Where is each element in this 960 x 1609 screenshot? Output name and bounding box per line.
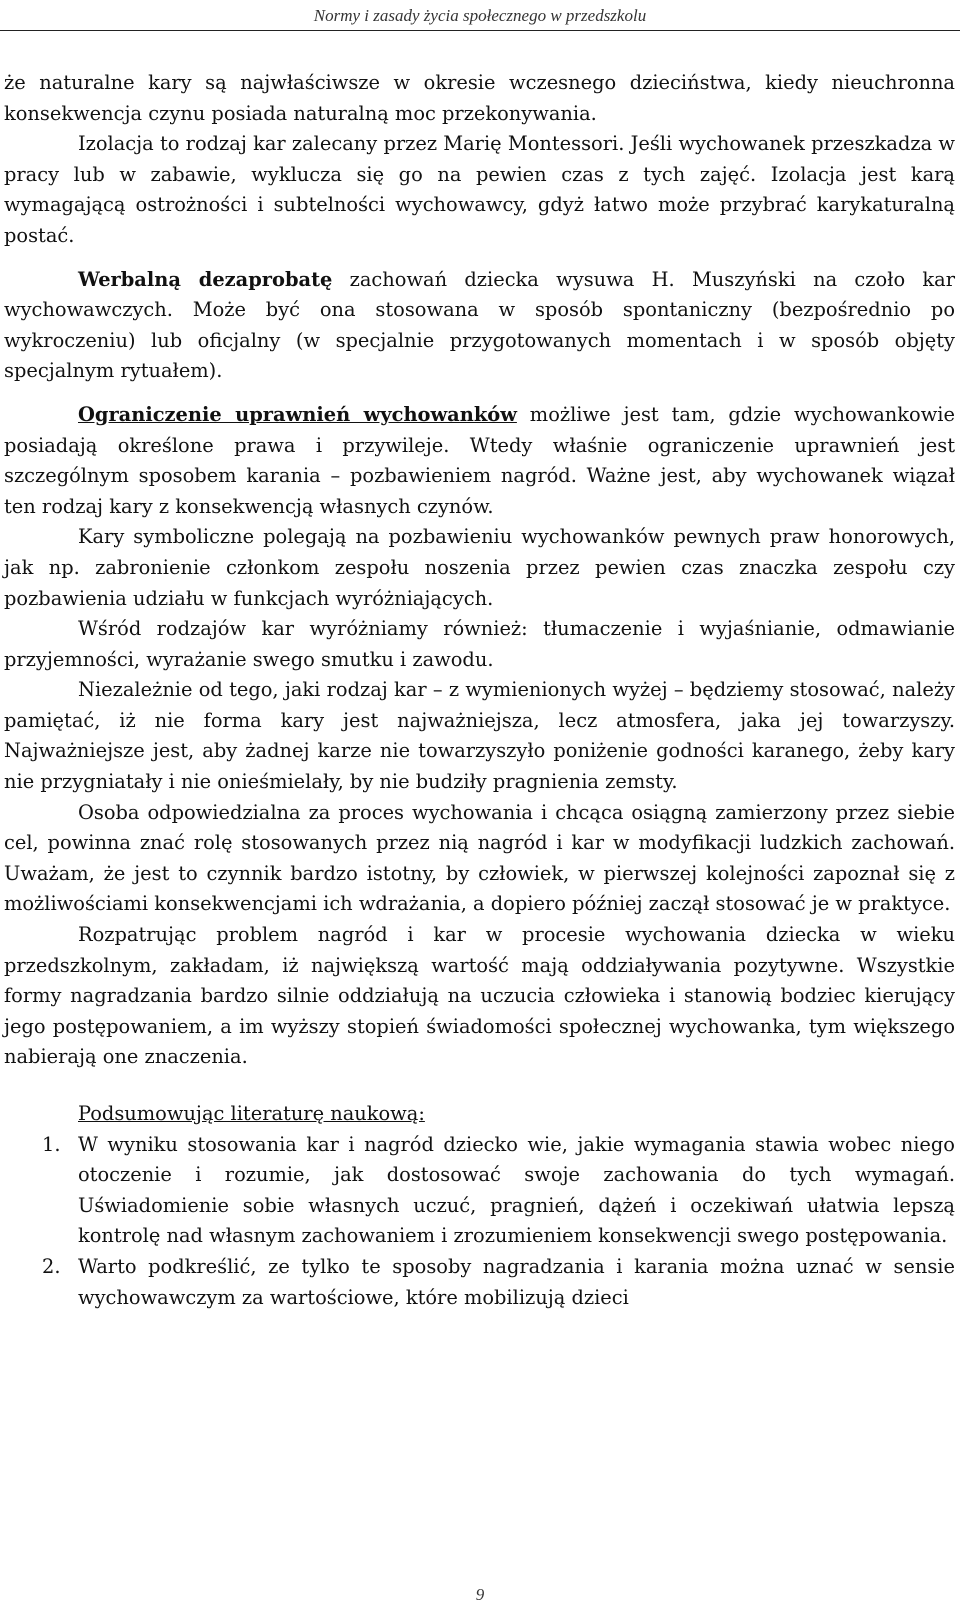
paragraph-symbolic-punishments: Kary symboliczne polegają na pozbawieniu wychowanków pewnych praw honorowych, jak np. zabronienie członkom zespołu noszenia przez pewien czas znaczka zespołu czy pozbawienia udziału w funkcjach wyróżniających. [4, 525, 955, 610]
summary-list [4, 1130, 955, 1314]
page-number: 9 [475, 1585, 485, 1604]
document-body [4, 68, 955, 1313]
summary-heading: Podsumowując literaturę naukową: [78, 1102, 425, 1125]
running-title: Normy i zasady życia społecznego w przedszkolu [313, 6, 647, 25]
list-item-number: 1. [42, 1132, 61, 1156]
paragraph-preschool-age: Rozpatrując problem nagród i kar w procesie wychowania dziecka w wieku przedszkolnym, zakładam, iż największą wartość mają oddziaływania pozytywne. Wszystkie formy nagradzania bardzo silnie oddziałują na uczucia człowieka i stanowią bodziec kierujący jego postępowaniem, a im wyższy stopień świadomości społecznej wychowanka, tym większego nabierają one znaczenia. [4, 923, 955, 1069]
paragraph-atmosphere: Niezależnie od tego, jaki rodzaj kar – z wymienionych wyżej – będziemy stosować, należy pamiętać, iż nie forma kary jest najważniejsza, lecz atmosfera, jaka jej towarzyszy. Najważniejsze jest, aby żadnej karze nie towarzyszyło poniżenie godności karanego, żeby kary nie przygniatały i nie onieśmielały, by nie budziły pragnienia zemsty. [4, 678, 955, 794]
header-rule [0, 30, 960, 31]
page-header [0, 0, 960, 38]
list-item [4, 1130, 955, 1252]
paragraph-rights-limitation [4, 400, 955, 522]
list-item-number: 2. [42, 1254, 61, 1278]
paragraph-verbal-disapproval-text: zachowań dziecka wysuwa H. Muszyński na czoło kar wychowawczych. Może być ona stosowana w sposób spontaniczny (bezpośrednio po wykroczeniu) lub oficjalny (w specjalnie przygotowanych momentach i w sposób objęty specjalnym rytuałem). [4, 267, 955, 383]
term-verbal-disapproval: Werbalną dezaprobatę [78, 267, 333, 291]
paragraph-responsible-person: Osoba odpowiedzialna za proces wychowania i chcąca osiągną zamierzony przez siebie cel, powinna znać rolę stosowanych przez nią nagród i kar w modyfikacji ludzkich zachowań. Uważam, że jest to czynnik bardzo istotny, by człowiek, w pierwszej kolejności zapoznał się z możliwościami konsekwencjami ich wdrażania, a dopiero później zaczął stosować je w praktyce. [4, 800, 955, 916]
list-item-text: Warto podkreślić, ze tylko te sposoby nagradzania i karania można uznać w sensie wychowawczym za wartościowe, które mobilizują dzieci [78, 1254, 955, 1309]
paragraph-rights-limitation-text: możliwe jest tam, gdzie wychowankowie posiadają określone prawa i przywileje. Wtedy właśnie ograniczenie uprawnień jest szczególnym sposobem karania – pozbawieniem nagród. Ważne jest, aby wychowanek wiązał ten rodzaj kary z konsekwencją własnych czynów. [4, 402, 955, 518]
term-rights-limitation: Ograniczenie uprawnień wychowanków [78, 402, 517, 426]
paragraph-verbal-disapproval [4, 265, 955, 387]
paragraph-natural-punishments: że naturalne kary są najwłaściwsze w okresie wczesnego dzieciństwa, kiedy nieuchronna konsekwencja czynu posiada naturalną moc przekonywania. [4, 71, 955, 125]
paragraph-isolation: Izolacja to rodzaj kar zalecany przez Marię Montessori. Jeśli wychowanek przeszkadza w pracy lub w zabawie, wyklucza się go na pewien czas z tych zajęć. Izolacja jest karą wymagającą ostrożności i subtelności wychowawcy, gdyż łatwo może przybrać karykaturalną postać. [4, 132, 955, 247]
list-item [4, 1252, 955, 1313]
list-item-text: W wyniku stosowania kar i nagród dziecko wie, jakie wymagania stawia wobec niego otoczenie i rozumie, jak dostosować swoje zachowania do tych wymagań. Uświadomienie sobie własnych uczuć, pragnień, dążeń i oczekiwań ułatwia lepszą kontrolę nad własnym zachowaniem i zrozumieniem konsekwencji swego postępowania. [78, 1132, 955, 1248]
paragraph-other-types: Wśród rodzajów kar wyróżniamy również: tłumaczenie i wyjaśnianie, odmawianie przyjemności, wyrażanie swego smutku i zawodu. [4, 617, 955, 671]
